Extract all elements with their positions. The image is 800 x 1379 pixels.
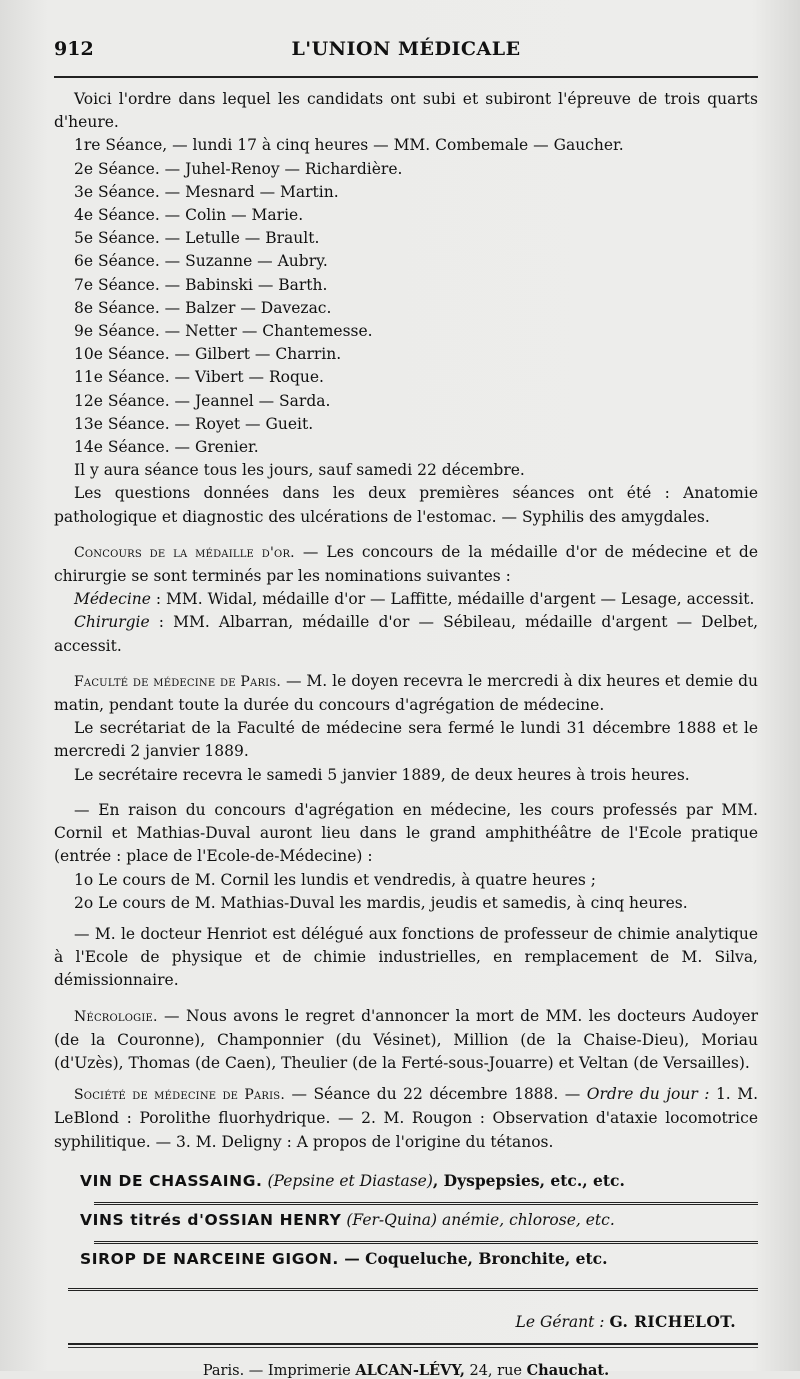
ad-italic: (Fer-Quina) anémie, chlorose, etc. bbox=[346, 1210, 615, 1229]
seance-item: 14e Séance. — Grenier. bbox=[74, 438, 259, 457]
necrologie-heading: Nécrologie. bbox=[74, 1008, 158, 1025]
running-title: L'UNION MÉDICALE bbox=[291, 38, 521, 60]
chirurgie-label: Chirurgie bbox=[74, 613, 150, 632]
necrologie-text: — Nous avons le regret d'annoncer la mort de MM. les docteurs Audoyer (de la Couronne), Champonnier (du Vésinet), Million (de la Chaise-Dieu), Moriau (d'Uzès), Thomas (de Caen), Theulier (de la Ferté-sous-Jouarre) et Veltan (de Versailles). bbox=[54, 1006, 758, 1072]
seance-item: 6e Séance. — Suzanne — Aubry. bbox=[74, 252, 328, 271]
ad-rest: , Dyspepsies, etc., etc. bbox=[432, 1170, 625, 1190]
ads-bottom-rule bbox=[68, 1288, 758, 1291]
ad-gigon bbox=[80, 1244, 758, 1274]
seance-item: 10e Séance. — Gilbert — Charrin. bbox=[74, 345, 342, 364]
henriot-paragraph: — M. le docteur Henriot est délégué aux fonctions de professeur de chimie analytique à l'Ecole de physique et de chimie industrielles, en remplacement de M. Silva, démissionnaire. bbox=[54, 924, 758, 990]
ordre-du-jour: Ordre du jour : bbox=[586, 1085, 710, 1104]
gerant-label: Le Gérant : bbox=[515, 1312, 605, 1331]
header-rule bbox=[54, 76, 758, 78]
questions-paragraph: Les questions données dans les deux premières séances ont été : Anatomie pathologique et diagnostic des ulcérations de l'estomac. — Syphilis des amygdales. bbox=[54, 484, 758, 526]
printer-street: Chauchat. bbox=[526, 1361, 610, 1379]
footer-rule-thin bbox=[68, 1347, 758, 1348]
concours-paragraph bbox=[54, 541, 758, 588]
page-header bbox=[54, 38, 758, 68]
societe-text: — Séance du 22 décembre 1888. — bbox=[285, 1085, 587, 1104]
medecine-label: Médecine bbox=[74, 590, 151, 609]
printer-city: Paris. — Imprimerie bbox=[202, 1362, 356, 1379]
seance-item: 13e Séance. — Royet — Gueit. bbox=[74, 414, 314, 433]
article-body bbox=[54, 88, 758, 1154]
page-number: 912 bbox=[54, 38, 94, 60]
necrologie-paragraph bbox=[54, 1005, 758, 1076]
medecine-text: : MM. Widal, médaille d'or — Laffitte, médaille d'argent — Lesage, accessit. bbox=[150, 590, 755, 609]
ad-name: VINS titrés d'OSSIAN HENRY bbox=[80, 1210, 342, 1229]
seance-item: 9e Séance. — Netter — Chantemesse. bbox=[74, 322, 373, 341]
seance-item: 1re Séance, — lundi 17 à cinq heures — MM. Combemale — Gaucher. bbox=[74, 136, 624, 155]
advertisements bbox=[54, 1166, 758, 1274]
medecine-line bbox=[54, 588, 758, 611]
concours-heading: Concours de la médaille d'or. bbox=[74, 544, 295, 561]
concours-text: — Les concours de la médaille d'or de médecine et de chirurgie se sont terminés par les nominations suivantes : bbox=[54, 542, 759, 586]
seance-item: 3e Séance. — Mesnard — Martin. bbox=[74, 182, 339, 201]
seance-item: 11e Séance. — Vibert — Roque. bbox=[74, 368, 324, 387]
cours-item: 1o Le cours de M. Cornil les lundis et vendredis, à quatre heures ; bbox=[74, 870, 596, 889]
footer-rule bbox=[68, 1343, 758, 1345]
chirurgie-line bbox=[54, 611, 758, 657]
seance-item: 2e Séance. — Juhel-Renoy — Richardière. bbox=[74, 159, 403, 178]
seance-list bbox=[54, 134, 758, 459]
chirurgie-text: : MM. Albarran, médaille d'or — Sébileau, médaille d'argent — Delbet, accessit. bbox=[54, 613, 758, 655]
faculte-heading: Faculté de médecine de Paris. bbox=[74, 673, 282, 690]
cours-item: 2o Le cours de M. Mathias-Duval les mardis, jeudis et samedis, à cinq heures. bbox=[74, 893, 688, 912]
secretariat-paragraph: Le secrétariat de la Faculté de médecine sera fermé le lundi 31 décembre 1888 et le mercredi 2 janvier 1889. bbox=[54, 719, 758, 761]
printer-address: 24, rue bbox=[464, 1362, 527, 1379]
societe-paragraph bbox=[54, 1083, 758, 1154]
ad-italic: (Pepsine et Diastase) bbox=[267, 1171, 433, 1190]
ad-name: VIN DE CHASSAING. bbox=[80, 1171, 263, 1190]
seance-note: Il y aura séance tous les jours, sauf samedi 22 décembre. bbox=[74, 461, 525, 480]
ad-chassaing bbox=[80, 1166, 758, 1196]
gerant-line bbox=[54, 1311, 736, 1333]
faculte-paragraph bbox=[54, 670, 758, 717]
secretaire-paragraph: Le secrétaire recevra le samedi 5 janvier 1889, de deux heures à trois heures. bbox=[74, 765, 690, 784]
ad-rest: — Coqueluche, Bronchite, etc. bbox=[338, 1248, 608, 1268]
seance-item: 12e Séance. — Jeannel — Sarda. bbox=[74, 391, 331, 410]
faculte-text: — M. le doyen recevra le mercredi à dix heures et demie du matin, pendant toute la durée du concours d'agrégation de médecine. bbox=[54, 671, 758, 715]
seance-item: 8e Séance. — Balzer — Davezac. bbox=[74, 298, 332, 317]
societe-heading: Société de médecine de Paris. bbox=[74, 1087, 285, 1104]
gerant-name: G. RICHELOT. bbox=[609, 1311, 736, 1331]
cours-paragraph: — En raison du concours d'agrégation en médecine, les cours professés par MM. Cornil et Mathias-Duval auront lieu dans le grand amphithéâtre de l'Ecole pratique (entrée : place de l'Ecole-de-Médecine) : bbox=[54, 800, 758, 866]
societe-agenda: 1. M. LeBlond : Porolithe fluorhydrique. — 2. M. Rougon : Observation d'ataxie locomotrice syphilitique. — 3. M. Deligny : A propos de l'origine du tétanos. bbox=[54, 1085, 758, 1151]
ad-name: SIROP DE NARCEINE GIGON. bbox=[80, 1249, 339, 1268]
seance-item: 5e Séance. — Letulle — Brault. bbox=[74, 229, 320, 248]
seance-item: 7e Séance. — Babinski — Barth. bbox=[74, 275, 328, 294]
printer-imprint bbox=[54, 1362, 758, 1379]
seance-item: 4e Séance. — Colin — Marie. bbox=[74, 206, 304, 225]
printer-name: ALCAN-LÉVY, bbox=[355, 1361, 465, 1379]
intro-paragraph: Voici l'ordre dans lequel les candidats ont subi et subiront l'épreuve de trois quarts d'heure. bbox=[54, 90, 758, 132]
ad-ossian-henry bbox=[80, 1205, 758, 1235]
